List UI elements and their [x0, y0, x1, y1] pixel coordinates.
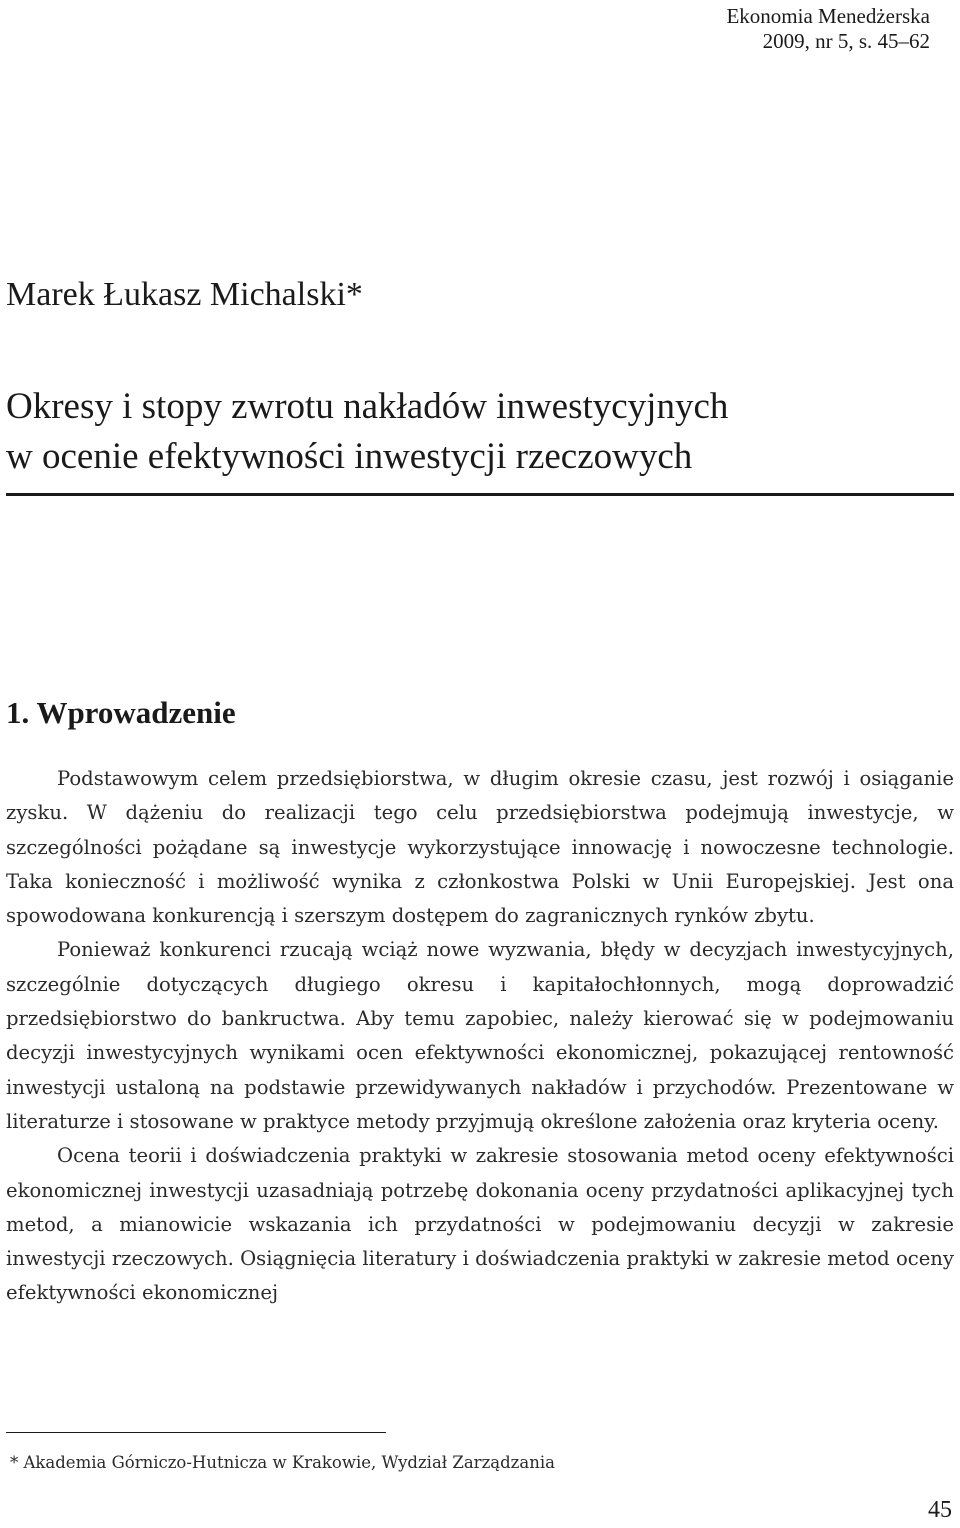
article-title	[6, 382, 956, 482]
page-number: 45	[928, 1497, 952, 1523]
body-text	[6, 762, 954, 1311]
journal-name: Ekonomia Menedżerska	[726, 4, 930, 28]
paragraph-3: Ocena teorii i doświadczenia praktyki w zakresie stosowania metod oceny efektywności ekonomicznej inwestycji uzasadniają potrzebę dokonania oceny przydatności aplikacyjnej tych metod, a mianowicie wskazania ich przydatności w podejmowaniu decyzji w zakresie inwestycji rzeczowych. Osiągnięcia literatury i doświadczenia praktyki w zakresie metod oceny efektywności ekonomicznej	[6, 1144, 954, 1305]
author-name: Marek Łukasz Michalski*	[6, 276, 363, 313]
journal-header	[726, 4, 930, 54]
footnote: * Akademia Górniczo-Hutnicza w Krakowie, Wydział Zarządzania	[10, 1453, 555, 1472]
section-heading: 1. Wprowadzenie	[6, 695, 236, 730]
journal-issue: 2009, nr 5, s. 45–62	[762, 29, 930, 53]
title-line-1: Okresy i stopy zwrotu nakładów inwestycyjnych	[6, 386, 729, 427]
paragraph-1: Podstawowym celem przedsiębiorstwa, w długim okresie czasu, jest rozwój i osiąganie zysku. W dążeniu do realizacji tego celu przedsiębiorstwa podejmują inwestycje, w szczególności pożądane są inwestycje wykorzystujące innowację i nowoczesne technologie. Taka konieczność i możliwość wynika z członkostwa Polski w Unii Europejskiej. Jest ona spowodowana konkurencją i szerszym dostępem do zagranicznych rynków zbytu.	[6, 767, 954, 928]
footnote-divider	[6, 1432, 386, 1433]
title-divider	[6, 493, 954, 496]
paragraph-2: Ponieważ konkurenci rzucają wciąż nowe wyzwania, błędy w decyzjach inwestycyjnych, szczególnie dotyczących długiego okresu i kapitałochłonnych, mogą doprowadzić przedsiębiorstwo do bankructwa. Aby temu zapobiec, należy kierować się w podejmowaniu decyzji inwestycyjnych wynikami ocen efektywności ekonomicznej, pokazującej rentowność inwestycji ustaloną na podstawie przewidywanych nakładów i przychodów. Prezentowane w literaturze i stosowane w praktyce metody przyjmują określone założenia oraz kryteria oceny.	[6, 938, 954, 1133]
title-line-2: w ocenie efektywności inwestycji rzeczowych	[6, 436, 693, 477]
